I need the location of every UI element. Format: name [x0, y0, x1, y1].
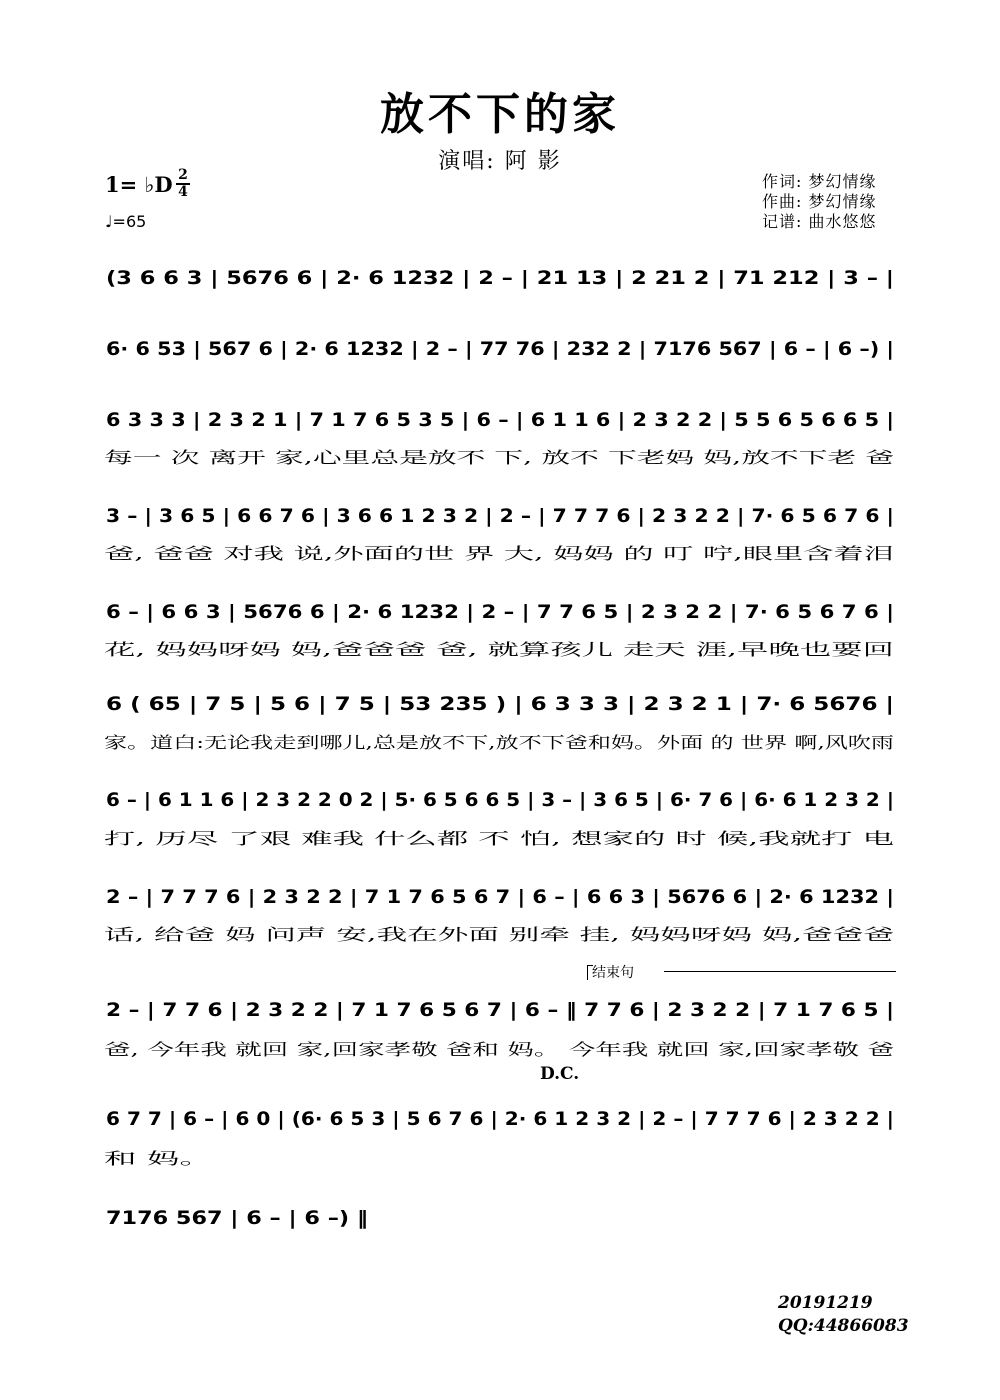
ending-line — [664, 971, 896, 972]
ending-label: 结束句 — [592, 965, 634, 981]
system-10-notes: 6 7 7 | 6 – | 6 0 | (6· 6 5 3 | 5 6 7 6 | 2· 6 1 2 3 2 | 2 – | 7 7 7 6 | 2 3 2 2 | — [106, 1108, 894, 1130]
system-3-lyrics: 每一 次 离开 家,心里总是放不 下, 放不 下老妈 妈,放不下老 爸 — [104, 448, 894, 467]
system-6-notes: 6 ( 65 | 7 5 | 5 6 | 7 5 | 53 235 ) | 6 3 3 3 | 2 3 2 1 | 7· 6 5676 | — [106, 693, 894, 715]
transcriber-credit: 记谱: 曲水悠悠 — [762, 212, 877, 231]
song-title: 放不下的家 — [380, 89, 620, 140]
system-5-lyrics: 花, 妈妈呀妈 妈,爸爸爸 爸, 就算孩儿 走天 涯,早晚也要回 — [104, 640, 894, 659]
system-6-lyrics: 家。道白:无论我走到哪儿,总是放不下,放不下爸和妈。外面 的 世界 啊,风吹雨 — [104, 733, 894, 752]
system-5-notes: 6 – | 6 6 3 | 5676 6 | 2· 6 1232 | 2 – | 7 7 6 5 | 2 3 2 2 | 7· 6 5 6 7 6 | — [106, 601, 894, 623]
system-8-notes: 2 – | 7 7 7 6 | 2 3 2 2 | 7 1 7 6 5 6 7 | 6 – | 6 6 3 | 5676 6 | 2· 6 1232 | — [106, 886, 894, 908]
footer-qq: QQ:44866083 — [778, 1316, 909, 1336]
system-8-lyrics: 话, 给爸 妈 问声 安,我在外面 别牵 挂, 妈妈呀妈 妈,爸爸爸 — [104, 925, 894, 944]
time-signature-bottom: 4 — [178, 184, 188, 200]
system-10-lyrics: 和 妈。 — [104, 1149, 212, 1168]
footer-info — [778, 1292, 909, 1338]
system-7-lyrics: 打, 历尽 了艰 难我 什么都 不 怕, 想家的 时 候,我就打 电 — [104, 829, 894, 848]
system-1-notes: (3 6 6 3 | 5676 6 | 2· 6 1232 | 2 – | 21 13 | 2 21 2 | 71 212 | 3 – | — [106, 267, 895, 289]
system-2-notes: 6· 6 53 | 567 6 | 2· 6 1232 | 2 – | 77 76 | 232 2 | 7176 567 | 6 – | 6 –) | — [106, 338, 894, 360]
key-signature: 1= ♭D — [105, 172, 173, 197]
system-4-notes: 3 – | 3 6 5 | 6 6 7 6 | 3 6 6 1 2 3 2 | 2 – | 7 7 7 6 | 2 3 2 2 | 7· 6 5 6 7 6 | — [106, 505, 894, 527]
system-11-notes: 7176 567 | 6 – | 6 –) ‖ — [106, 1207, 368, 1229]
singer-line: 演唱: 阿 影 — [438, 149, 562, 174]
system-7-notes: 6 – | 6 1 1 6 | 2 3 2 2 0 2 | 5· 6 5 6 6 5 | 3 – | 3 6 5 | 6· 7 6 | 6· 6 1 2 3 2 | — [106, 789, 894, 811]
lyricist-credit: 作词: 梦幻情缘 — [762, 172, 877, 191]
footer-date: 20191219 — [778, 1293, 873, 1313]
composer-credit: 作曲: 梦幻情缘 — [762, 192, 877, 211]
system-3-notes: 6 3 3 3 | 2 3 2 1 | 7 1 7 6 5 3 5 | 6 – | 6 1 1 6 | 2 3 2 2 | 5 5 6 5 6 6 5 | — [106, 409, 894, 431]
time-signature-top: 2 — [178, 167, 188, 183]
system-4-lyrics: 爸, 爸爸 对我 说,外面的世 界 大, 妈妈 的 叮 咛,眼里含着泪 — [104, 544, 894, 563]
dc-marking: D.C. — [540, 1064, 580, 1084]
system-9-lyrics: 爸, 今年我 就回 家,回家孝敬 爸和 妈。 今年我 就回 家,回家孝敬 爸 — [104, 1040, 894, 1059]
tempo-marking: ♩=65 — [105, 212, 147, 231]
system-9-notes: 2 – | 7 7 6 | 2 3 2 2 | 7 1 7 6 5 6 7 | 6 – ‖ 7 7 6 | 2 3 2 2 | 7 1 7 6 5 | — [106, 999, 895, 1021]
